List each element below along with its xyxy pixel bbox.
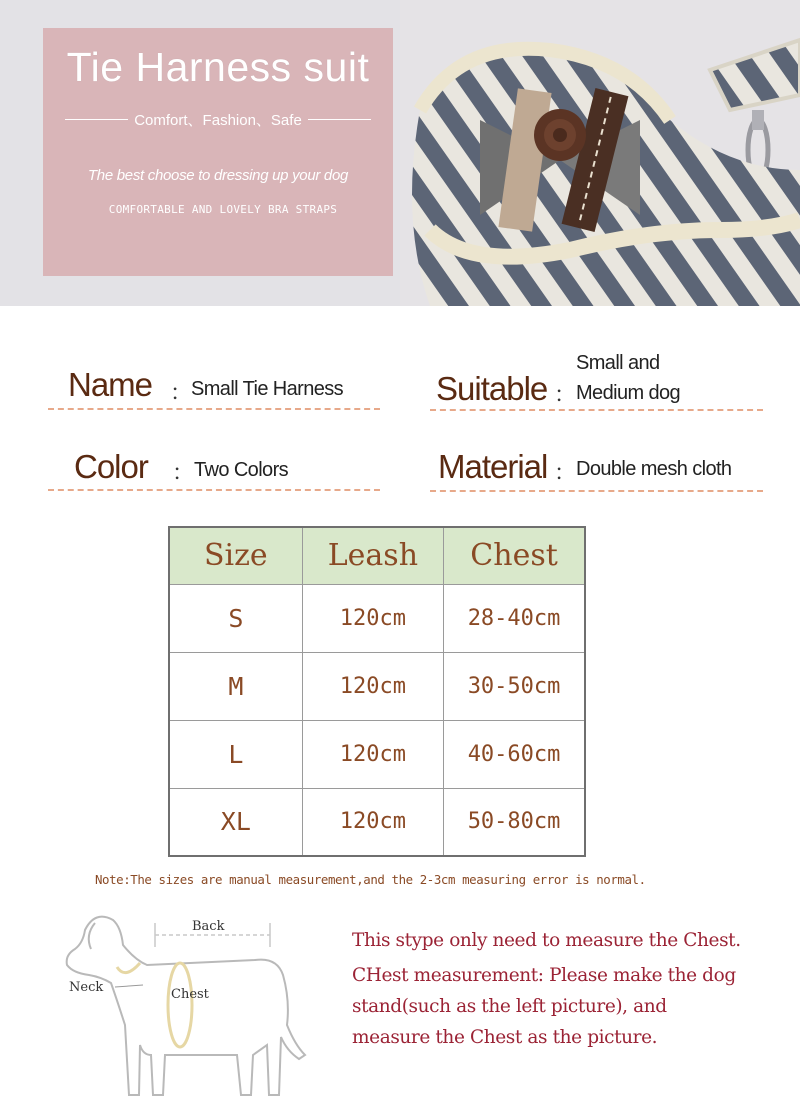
size-cell: XL — [169, 788, 302, 856]
header-size: Size — [169, 527, 302, 584]
size-cell: L — [169, 720, 302, 788]
spec-value: Medium dog — [576, 382, 681, 404]
spec-name — [48, 362, 380, 412]
divider — [308, 119, 371, 120]
chest-cell: 28-40cm — [444, 584, 585, 652]
instruction-line: stand(such as the left picture), and — [352, 996, 667, 1017]
spec-value: Two Colors — [194, 459, 289, 481]
promo-tagline: The best choose to dressing up your dog — [87, 167, 349, 184]
dog-measurement-diagram — [55, 905, 315, 1105]
spec-label: Material — [438, 448, 548, 485]
spec-value: Double mesh cloth — [576, 458, 732, 480]
size-cell: S — [169, 584, 302, 652]
instruction-line: CHest measurement: Please make the dog — [352, 965, 736, 986]
dashed-underline — [48, 489, 380, 491]
table-header-row — [169, 527, 585, 584]
back-label: Back — [192, 919, 225, 934]
promo-caps-text: COMFORTABLE AND LOVELY BRA STRAPS — [108, 203, 338, 216]
measurement-note: Note:The sizes are manual measurement,and the 2-3cm measuring error is normal. — [95, 872, 646, 887]
header-chest: Chest — [444, 527, 585, 584]
spec-colon: ： — [554, 460, 577, 485]
spec-label: Color — [74, 448, 148, 485]
spec-suitable — [430, 350, 763, 412]
header-leash: Leash — [302, 527, 443, 584]
spec-colon: ： — [170, 380, 193, 405]
spec-material — [430, 444, 763, 494]
table-row — [169, 720, 585, 788]
leash-cell: 120cm — [302, 788, 443, 856]
harness-product-photo — [400, 0, 800, 306]
size-table — [168, 526, 586, 857]
chest-cell: 50-80cm — [444, 788, 585, 856]
promo-subtitle: Comfort、Fashion、Safe — [134, 111, 302, 129]
promo-panel — [43, 28, 393, 276]
measurement-instructions — [352, 925, 792, 1053]
chest-cell: 40-60cm — [444, 720, 585, 788]
dashed-underline — [430, 409, 763, 411]
spec-colon: ： — [172, 460, 195, 485]
size-cell: M — [169, 652, 302, 720]
instruction-line: measure the Chest as the picture. — [352, 1027, 658, 1048]
leash-cell: 120cm — [302, 652, 443, 720]
promo-subtitle-rule — [65, 111, 371, 127]
chest-cell: 30-50cm — [444, 652, 585, 720]
instruction-line: This stype only need to measure the Chest. — [352, 930, 741, 951]
dashed-underline — [430, 490, 763, 492]
spec-label: Suitable — [436, 370, 548, 407]
divider — [65, 119, 128, 120]
spec-value: Small and — [576, 352, 660, 374]
neck-label: Neck — [69, 980, 104, 995]
table-row — [169, 788, 585, 856]
chest-label: Chest — [171, 987, 209, 1002]
table-row — [169, 652, 585, 720]
spec-color — [48, 444, 380, 494]
leash-cell: 120cm — [302, 720, 443, 788]
table-row — [169, 584, 585, 652]
dashed-underline — [48, 408, 380, 410]
spec-colon: ： — [554, 382, 577, 407]
hero-banner — [0, 0, 800, 306]
leash-cell: 120cm — [302, 584, 443, 652]
promo-title: Tie Harness suit — [66, 44, 370, 90]
spec-value: Small Tie Harness — [191, 378, 344, 400]
spec-label: Name — [68, 366, 153, 403]
